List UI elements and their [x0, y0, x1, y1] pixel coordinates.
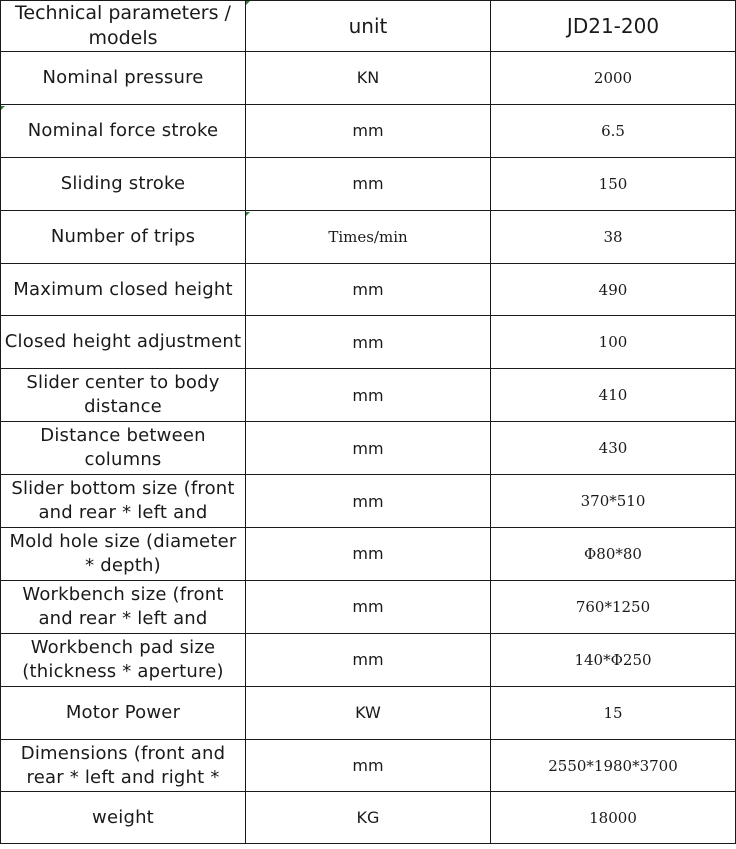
param-cell: Motor Power	[1, 686, 246, 739]
value-cell: 2000	[491, 52, 736, 105]
value-cell: 150	[491, 157, 736, 210]
unit-cell: mm	[246, 475, 491, 528]
table-row	[1, 633, 736, 686]
value-cell: 410	[491, 369, 736, 422]
param-cell: Closed height adjustment	[1, 316, 246, 369]
unit-cell: mm	[246, 369, 491, 422]
header-unit-cell: unit	[246, 1, 491, 52]
unit-cell: mm	[246, 104, 491, 157]
value-cell: 15	[491, 686, 736, 739]
unit-cell: mm	[246, 739, 491, 792]
value-cell: 38	[491, 210, 736, 263]
value-cell: 370*510	[491, 475, 736, 528]
table-row	[1, 686, 736, 739]
value-cell: 100	[491, 316, 736, 369]
param-cell: Mold hole size (diameter * depth)	[1, 528, 246, 581]
corner-mark	[1, 106, 5, 110]
table-row	[1, 580, 736, 633]
table-row	[1, 210, 736, 263]
table-row	[1, 263, 736, 316]
unit-cell: KG	[246, 792, 491, 844]
value-cell: 140*Φ250	[491, 633, 736, 686]
unit-cell: mm	[246, 263, 491, 316]
value-cell: 18000	[491, 792, 736, 844]
corner-mark	[246, 212, 250, 216]
value-cell: 490	[491, 263, 736, 316]
unit-cell: mm	[246, 316, 491, 369]
table-row	[1, 739, 736, 792]
unit-cell: mm	[246, 157, 491, 210]
param-cell: Nominal pressure	[1, 52, 246, 105]
header-model-cell: JD21-200	[491, 1, 736, 52]
table-row	[1, 475, 736, 528]
param-cell: Slider bottom size (front and rear * left and	[1, 475, 246, 528]
unit-cell: mm	[246, 580, 491, 633]
value-cell: 430	[491, 422, 736, 475]
value-cell: Φ80*80	[491, 528, 736, 581]
value-cell: 2550*1980*3700	[491, 739, 736, 792]
unit-cell: mm	[246, 422, 491, 475]
unit-cell: KN	[246, 52, 491, 105]
table-row	[1, 104, 736, 157]
header-param-cell: Technical parameters / models	[1, 1, 246, 52]
table-row	[1, 316, 736, 369]
table-row	[1, 422, 736, 475]
unit-cell: mm	[246, 633, 491, 686]
table-row	[1, 792, 736, 844]
table-row	[1, 528, 736, 581]
table-row	[1, 52, 736, 105]
param-cell: Slider center to body distance	[1, 369, 246, 422]
table-row	[1, 157, 736, 210]
param-cell: Workbench size (front and rear * left and	[1, 580, 246, 633]
param-cell: Nominal force stroke	[1, 104, 246, 157]
param-cell: Number of trips	[1, 210, 246, 263]
value-cell: 760*1250	[491, 580, 736, 633]
param-cell: Distance between columns	[1, 422, 246, 475]
unit-cell: Times/min	[246, 210, 491, 263]
corner-mark	[246, 1, 250, 5]
unit-cell: KW	[246, 686, 491, 739]
param-cell: weight	[1, 792, 246, 844]
param-cell: Maximum closed height	[1, 263, 246, 316]
table-row	[1, 369, 736, 422]
param-cell: Dimensions (front and rear * left and right *	[1, 739, 246, 792]
param-cell: Workbench pad size (thickness * aperture)	[1, 633, 246, 686]
param-cell: Sliding stroke	[1, 157, 246, 210]
unit-cell: mm	[246, 528, 491, 581]
table-header-row	[1, 1, 736, 52]
value-cell: 6.5	[491, 104, 736, 157]
